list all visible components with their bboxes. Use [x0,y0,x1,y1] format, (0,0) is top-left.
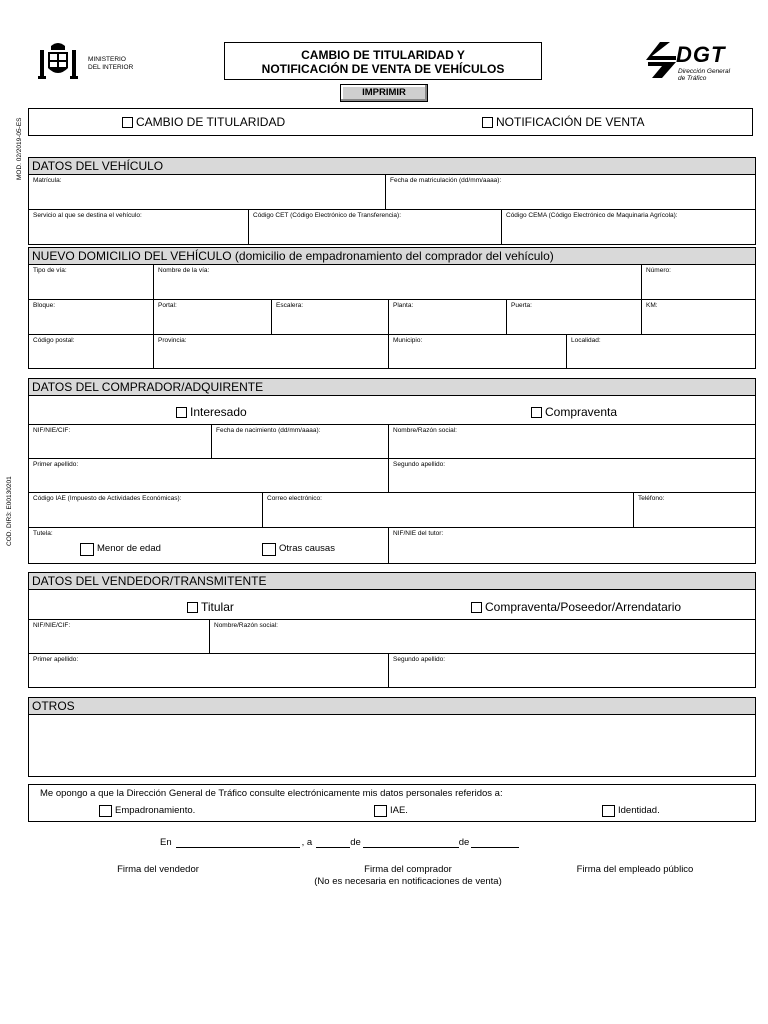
place-blank[interactable] [176,838,300,848]
empadronamiento-option[interactable] [99,804,195,818]
iae-checkbox[interactable] [374,805,387,817]
planta-field[interactable]: Planta: [389,300,507,335]
nombre-via-field[interactable]: Nombre de la vía: [154,265,642,300]
de-label-1: de [350,837,361,848]
fecha-matriculacion-field[interactable]: Fecha de matriculación (dd/mm/aaaa): [386,175,755,210]
correo-field[interactable]: Correo electrónico: [263,493,634,528]
vendedor-section [28,589,756,688]
numero-field[interactable]: Número: [642,265,755,300]
domicilio-section [28,264,756,369]
month-blank[interactable] [363,838,459,848]
vendedor-nif-field[interactable]: NIF/NIE/CIF: [29,620,210,654]
tutela-label: Tutela: [33,530,53,537]
compraventa-comprador-label: Compraventa [545,405,618,419]
otras-causas-option[interactable] [262,542,335,556]
a-label: , a [301,837,313,848]
comprador-nombre-field[interactable]: Nombre/Razón social: [389,425,755,459]
compraventa-vendedor-checkbox[interactable] [471,602,482,613]
empadronamiento-label: Empadronamiento. [115,805,196,816]
de-label-2: de [458,837,470,848]
titular-option[interactable] [187,600,234,614]
comprador-segundo-apellido-field[interactable]: Segundo apellido: [389,459,755,493]
section-otros-header: OTROS [28,697,756,715]
firma-comprador-label: Firma del comprador [364,864,452,875]
year-blank[interactable] [471,838,519,848]
codigo-cema-field[interactable]: Código CEMA (Código Electrónico de Maquinaria Agrícola): [506,212,678,219]
day-blank[interactable] [316,838,350,848]
identidad-option[interactable] [602,804,660,818]
interesado-label: Interesado [190,405,247,419]
titular-checkbox[interactable] [187,602,198,613]
comprador-primer-apellido-field[interactable]: Primer apellido: [29,459,389,493]
dgt-logo-text: DGT [676,42,726,67]
km-field[interactable]: KM: [642,300,755,335]
servicio-field[interactable]: Servicio al que se destina el vehículo: [29,210,249,244]
dgt-subtitle: Dirección General de Tráfico [678,68,731,82]
bloque-field[interactable]: Bloque: [29,300,154,335]
tipo-via-field[interactable]: Tipo de vía: [29,265,154,300]
date-line [160,837,519,848]
menor-edad-option[interactable] [80,542,161,556]
titular-label: Titular [201,600,234,614]
fecha-nacimiento-field[interactable]: Fecha de nacimiento (dd/mm/aaaa): [212,425,389,459]
side-code-bottom: COD. DIR3: E00130201 [6,476,13,546]
section-comprador-header: DATOS DEL COMPRADOR/ADQUIRENTE [28,378,756,396]
cambio-titularidad-checkbox[interactable] [122,117,133,128]
localidad-field[interactable]: Localidad: [571,337,601,344]
vendedor-segundo-apellido-field[interactable]: Segundo apellido: [393,656,446,663]
firma-empleado-label: Firma del empleado público [576,864,694,875]
interesado-checkbox[interactable] [176,407,187,418]
firma-comprador-note: (No es necesaria en notificaciones de venta) [314,876,502,887]
compraventa-comprador-checkbox[interactable] [531,407,542,418]
codigo-cet-field[interactable]: Código CET (Código Electrónico de Transferencia): [249,210,502,244]
coat-of-arms-logo [36,42,80,82]
vehiculo-section [28,174,756,245]
municipio-field[interactable]: Municipio: [389,335,567,368]
otros-field[interactable] [28,714,756,777]
comprador-section [28,395,756,564]
side-code-top: MOD. 02/2019-05-ES [16,117,23,180]
firma-comprador-block [278,864,538,888]
nif-tutor-field[interactable]: NIF/NIE del tutor: [393,530,444,537]
dgt-arrow-icon [646,42,678,78]
compraventa-comprador-option[interactable] [531,405,617,419]
identidad-label: Identidad. [618,805,660,816]
consent-box [28,784,756,822]
codigo-iae-field[interactable]: Código IAE (Impuesto de Actividades Económicas): [29,493,263,528]
menor-edad-label: Menor de edad [97,543,161,554]
cambio-titularidad-option[interactable] [122,115,285,129]
section-vehiculo-header: DATOS DEL VEHÍCULO [28,157,756,175]
interesado-option[interactable] [176,405,247,419]
en-label: En [160,837,172,848]
form-type-box [28,108,753,136]
section-domicilio-header: NUEVO DOMICILIO DEL VEHÍCULO (domicilio de empadronamiento del comprador del vehículo) [28,247,756,265]
iae-option[interactable] [374,804,408,818]
cambio-titularidad-label: CAMBIO DE TITULARIDAD [136,115,286,129]
otras-causas-checkbox[interactable] [262,543,276,556]
matricula-field[interactable]: Matrícula: [29,175,386,210]
portal-field[interactable]: Portal: [154,300,272,335]
compraventa-vendedor-label: Compraventa/Poseedor/Arrendatario [485,600,682,614]
iae-label: IAE. [390,805,408,816]
menor-edad-checkbox[interactable] [80,543,94,556]
empadronamiento-checkbox[interactable] [99,805,112,817]
notificacion-venta-checkbox[interactable] [482,117,493,128]
otras-causas-label: Otras causas [279,543,335,554]
vendedor-nombre-field[interactable]: Nombre/Razón social: [210,620,755,654]
identidad-checkbox[interactable] [602,805,615,817]
dgt-logo [646,42,736,84]
form-title: CAMBIO DE TITULARIDAD Y NOTIFICACIÓN DE VENTA DE VEHÍCULOS [224,42,542,80]
vendedor-primer-apellido-field[interactable]: Primer apellido: [29,654,389,687]
codigo-postal-field[interactable]: Código postal: [29,335,154,368]
provincia-field[interactable]: Provincia: [154,335,389,368]
firma-vendedor-label: Firma del vendedor [117,864,199,875]
escalera-field[interactable]: Escalera: [272,300,389,335]
section-vendedor-header: DATOS DEL VENDEDOR/TRANSMITENTE [28,572,756,590]
notificacion-venta-label: NOTIFICACIÓN DE VENTA [496,115,645,129]
puerta-field[interactable]: Puerta: [507,300,642,335]
comprador-nif-field[interactable]: NIF/NIE/CIF: [29,425,212,459]
consent-text: Me opongo a que la Dirección General de Tráfico consulte electrónicamente mis datos personales referidos a: [40,788,503,799]
telefono-field[interactable]: Teléfono: [634,493,755,528]
print-button[interactable]: IMPRIMIR [340,84,428,102]
ministry-name: MINISTERIO DEL INTERIOR [88,56,134,71]
notificacion-venta-option[interactable] [482,115,644,129]
compraventa-vendedor-option[interactable] [471,600,681,614]
